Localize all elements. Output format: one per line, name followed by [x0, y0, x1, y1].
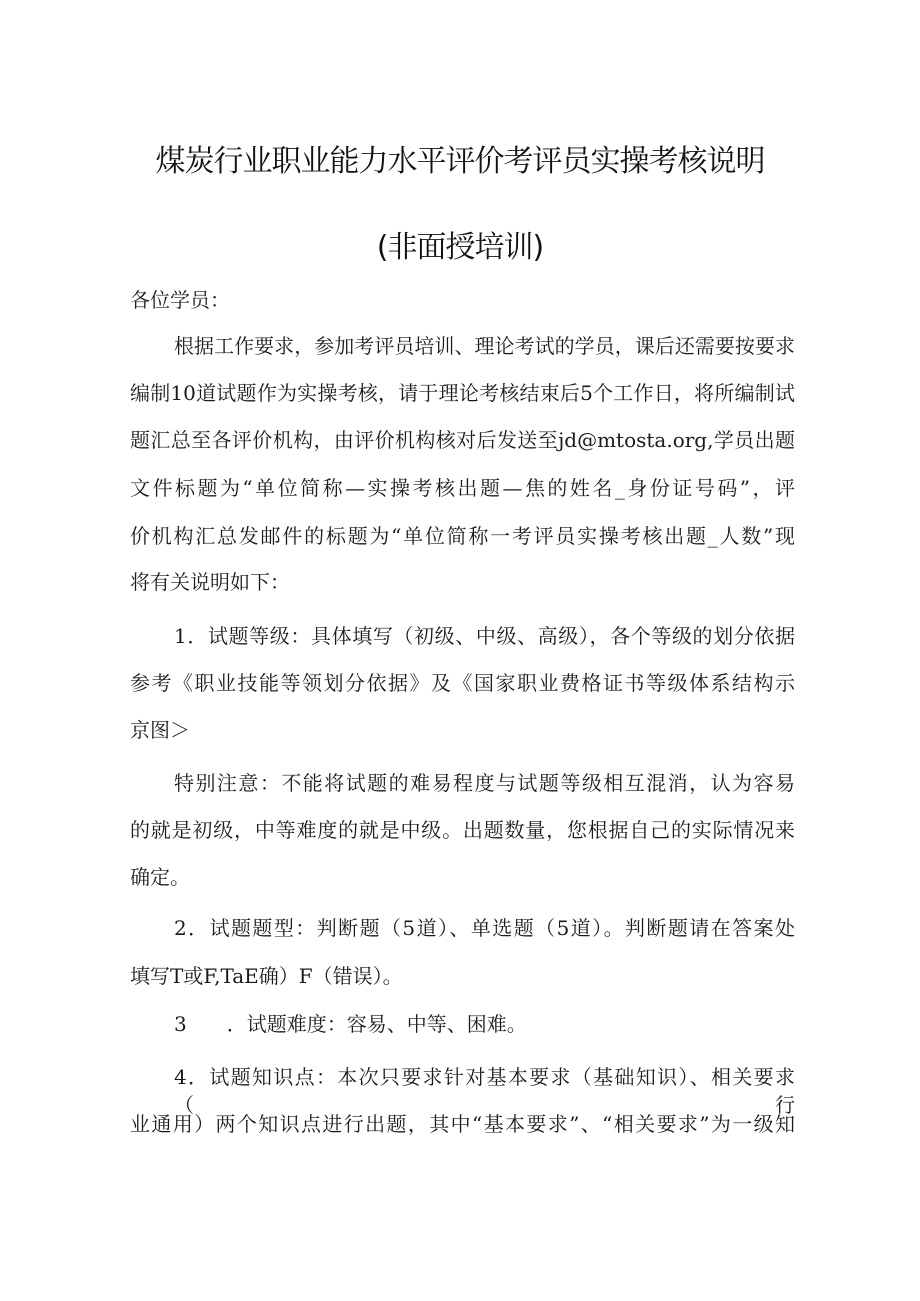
intro-line-3: 题汇总至各评价机构，由评价机构核对后发送至jd@mtosta.org,学员出题	[130, 428, 795, 452]
intro-line-1: 根据工作要求，参加考评员培训、理论考试的学员，课后还需要按要求	[174, 334, 795, 358]
note-line-1: 特别注意：不能将试题的难易程度与试题等级相互混消，认为容易	[174, 771, 795, 795]
intro-line-5: 价机构汇总发邮件的标题为“单位简称一考评员实操考核出题_人数”现	[130, 524, 795, 548]
item3-line-1: 3 ．试题难度：容易、中等、困难。	[174, 1012, 527, 1036]
intro-line-2: 编制10道试题作为实操考核，请于理论考核结束后5个工作日，将所编制试	[130, 381, 795, 405]
item4-line-2: 业通用）两个知识点进行出题，其中“基本要求”、“相关要求”为一级知	[130, 1112, 795, 1136]
intro-line-6: 将有关说明如下：	[130, 570, 290, 594]
item1-line-1: 1．试题等级：具体填写（初级、中级、高级），各个等级的划分依据	[174, 624, 795, 648]
note-line-2: 的就是初级，中等难度的就是中级。出题数量，您根据自己的实际情况来	[130, 818, 795, 842]
document-subtitle: (非面授培训)	[376, 230, 544, 265]
salutation: 各位学员：	[130, 288, 230, 312]
item1-line-2: 参考《职业技能等领划分依据》及《国家职业费格证书等级体系结构示	[130, 671, 795, 695]
note-line-3: 确定。	[130, 865, 190, 889]
item2-line-1: 2．试题题型：判断题（5道）、单选题（5道）。判断题请在答案处	[174, 916, 795, 940]
item4-line-1: 4．试题知识点：本次只要求针对基本要求（基础知识）、相关要求（行	[174, 1065, 795, 1117]
document-title: 煤炭行业职业能力水平评价考评员实操考核说明	[155, 144, 765, 179]
intro-line-4: 文件标题为“单位简称—实操考核出题—焦的姓名_身份证号码”，评	[130, 476, 795, 500]
document-body	[130, 286, 795, 1146]
item2-line-2: 填写T或F,TaE确）F（错误）。	[130, 964, 403, 988]
item1-line-3: 京图＞	[130, 718, 190, 742]
